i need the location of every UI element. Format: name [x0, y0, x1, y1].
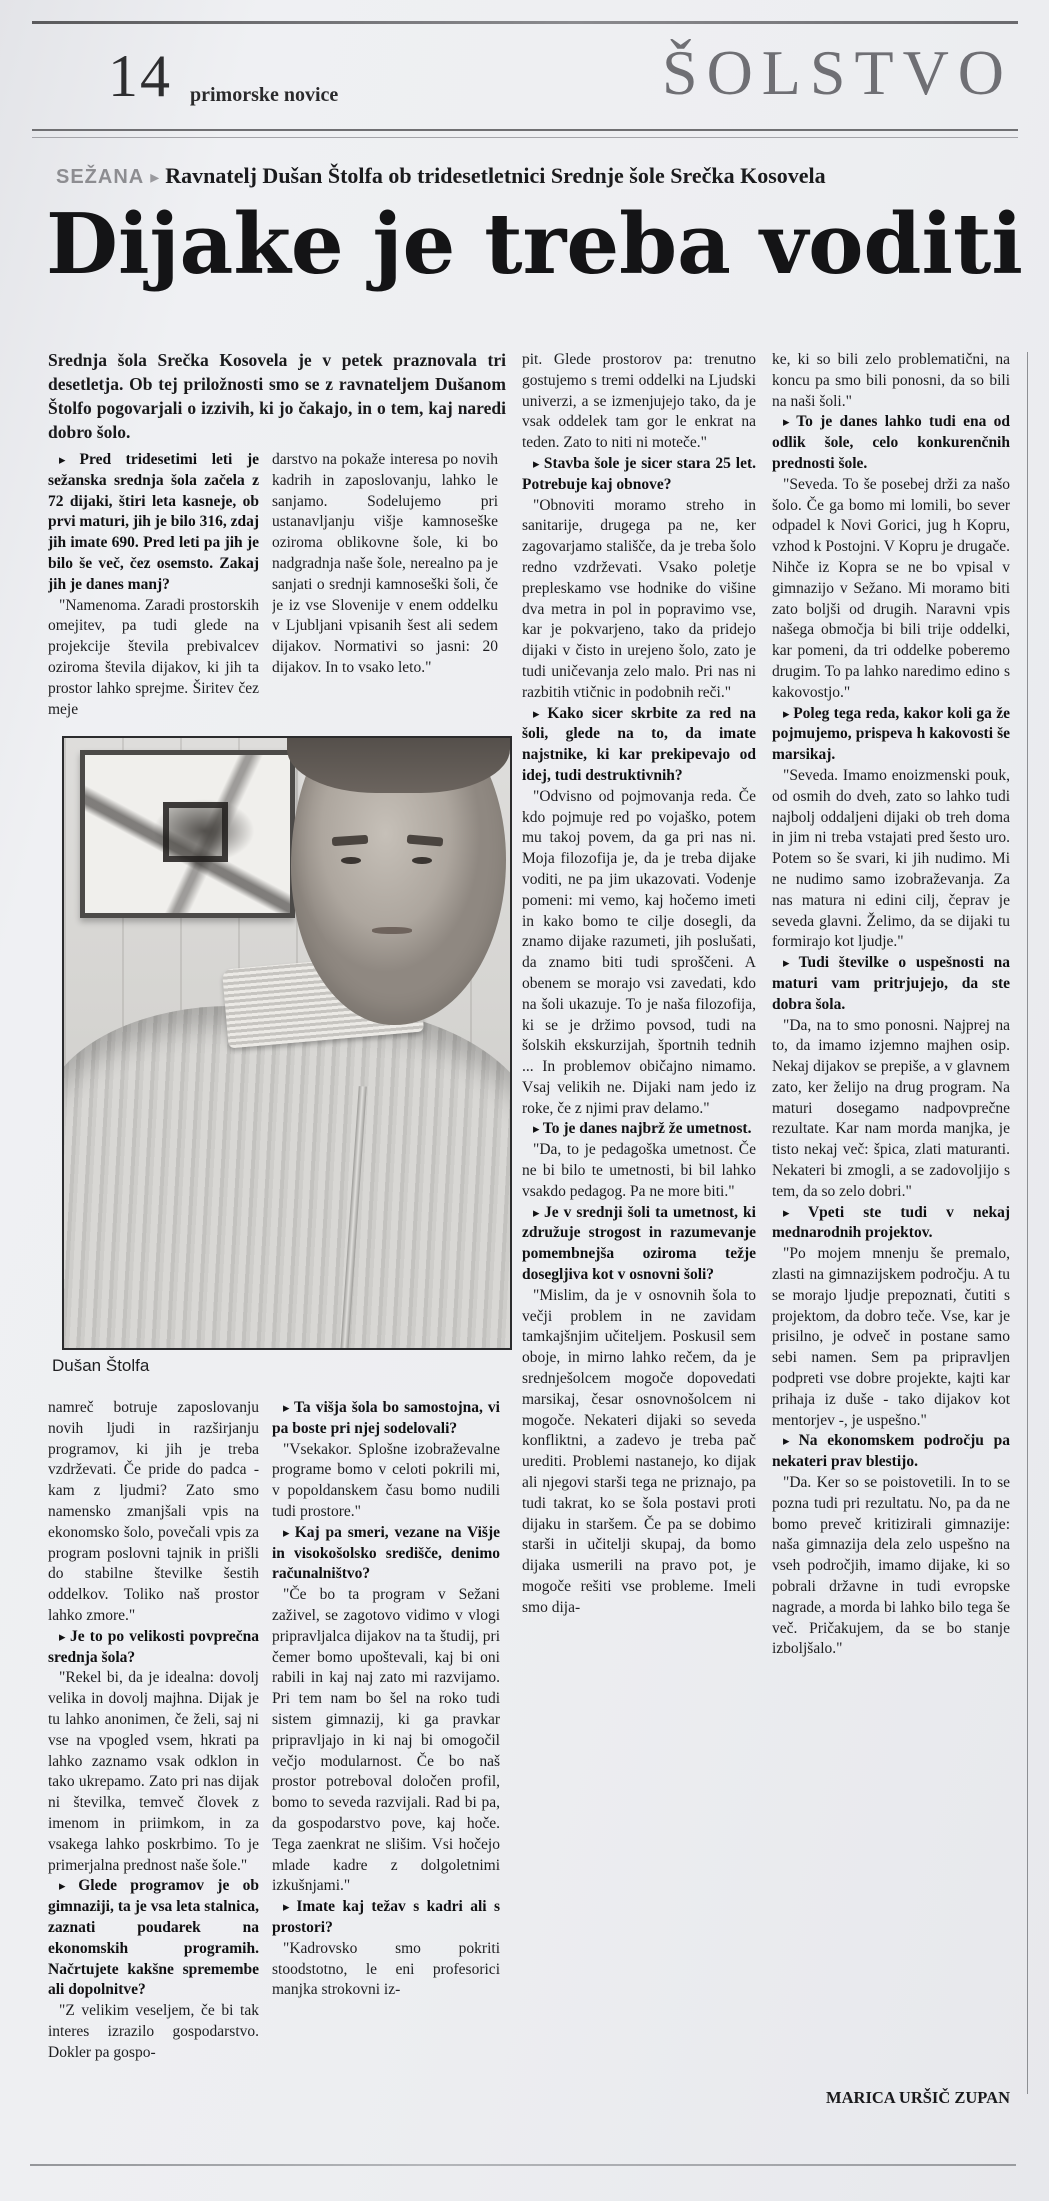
column-1-bottom — [48, 1398, 259, 2168]
column-3 — [522, 350, 756, 2140]
headline: Dijake je treba voditi — [46, 195, 1023, 293]
article-paragraph: "Namenoma. Zaradi prostorskih omejitev, pa tudi glede na projekcije števila prebivalcev oziroma števila dijakov, ki jih ta prostor lahko sprejme. Širitev čez meje — [48, 596, 259, 718]
lead-paragraph: Srednja šola Srečka Kosovela je v petek praznovala tri desetletja. Ob tej priložnosti smo se z ravnateljem Dušanom Štolfo pogovarjali o izzivih, ki jo čakajo, in o tem, kaj naredi dobro šolo. — [48, 350, 506, 442]
article-paragraph: "Vsekakor. Splošne izobraževalne programe bomo v celoti pokrili mi, v popoldanskem času bomo nudili tudi prostore." — [272, 1440, 500, 1520]
article-paragraph: "Rekel bi, da je idealna: dovolj velika in dovolj majhna. Dijak je tu lahko anonimen, če želi, saj ni vse na vpogled vsem, hkrati pa lahko zaznamo vsak odklon in tako ukrepamo. Zato pri nas dijak ni številka, temveč človek z imenom in priimkom, in za vsakega lahko poskrbimo. To je primerjalna prednost naše šole." — [48, 1669, 259, 1874]
photo-mouth — [372, 927, 412, 934]
article-paragraph: pit. Glede prostorov pa: trenutno gostujemo s tremi oddelki na Ljudski univerzi, a se izmenjujejo tako, da je vsak oddelek tam gor le enkrat na teden. Zato to niti ni moteče." — [522, 351, 756, 452]
masthead: primorske novice — [190, 84, 339, 106]
article-paragraph: ke, ki so bili zelo problematični, na koncu pa smo bili ponosni, da so bili na naši šoli." — [772, 351, 1010, 410]
column-2-bottom — [272, 1398, 500, 2170]
kicker-text: Ravnatelj Dušan Štolfa ob tridesetletnici Srednje šole Srečka Kosovela — [165, 163, 826, 188]
author-byline: MARICA URŠIČ ZUPAN — [826, 2088, 1010, 2107]
interview-question: ▸ Tudi številke o uspešnosti na maturi vam pritrjujejo, da ste dobra šola. — [772, 953, 1010, 1015]
interview-question: ▸ Poleg tega reda, kakor koli ga že pojmujemo, prispeva h kakovosti še marsikaj. — [772, 704, 1010, 766]
interview-question: ▸ Imate kaj težav s kadri ali s prostori? — [272, 1897, 500, 1939]
article-paragraph: "Odvisno od pojmovanja reda. Če kdo pojmuje red po vojaško, potem mu takoj povem, da ga pri nas ni. Moja filozofija je, da je treba dijake voditi, ne pa jim ukazovati. Vodenje pomeni: mi vemo, kaj hočemo imeti in kako bomo te cilje dosegli, da znamo dijake razumeti, jih poslušati, da znamo biti tudi sproščeni. A obenem se morajo vsi zavedati, kdo na šoli ukazuje. To je naša filozofija, ki se je držimo povsod, tudi na šolskih ekskurzijah, športnih tednih ... In problemov običajno nimamo. Vsaj velikih ne. Dijaki nam jedo iz roke, če z njimi prav delamo." — [522, 787, 756, 1117]
kicker — [56, 163, 826, 189]
interview-question: ▸ Pred tridesetimi leti je sežanska srednja šola začela z 72 dijaki, štiri leta kasneje, ob prvi maturi, jih je bilo 316, zdaj jih imate 690. Pred leti pa jih je bilo še več, čez osemsto. Zakaj jih je danes manj? — [48, 450, 259, 596]
interview-question: ▸ To je danes najbrž že umetnost. — [522, 1119, 756, 1140]
page-number: 14 — [108, 43, 172, 109]
column-2-top — [272, 450, 498, 734]
header-rule-mid — [32, 129, 1018, 138]
section-title: ŠOLSTVO — [661, 37, 1013, 108]
interview-question: ▸ Ta višja šola bo samostojna, vi pa boste pri njej sodelovali? — [272, 1398, 500, 1440]
column-separator — [1027, 352, 1028, 2094]
article-paragraph: "Seveda. To še posebej drži za našo šolo. Če ga bomo mi lomili, bo sever odpadel k Novi Gorici, jug h Kopru, vzhod k Postojni. V Kopru je drugače. Nihče iz Kopra se ne bo vpisal v gimnazijo v Sežano. Mi moramo biti zato boljši od drugih. Naravni vpis našega območja bi bili trije oddelki, kar pomeni, da tri oddelke poberemo drugim. To pa lahko naredimo edino s kakovostjo." — [772, 475, 1010, 701]
article-paragraph: "Mislim, da je v osnovnih šola to večji problem in ne zavidam tamkajšnjim učiteljem. Poskusil sem oboje, in mirno lahko rečem, da je srednješolcem mogoče dopovedati marsikaj, česar osnovnošolcem ni mogoče. Nekateri dijaki so seveda konfliktni, a zadevo je treba pač urediti. Problemi nastanejo, ko dijak ali njegovi starši tega ne priznajo, pa tudi takrat, ko se šola postavi proti dijaku in staršem. Če pa se dobimo starši in učitelji skupaj, da bomo dijaka usmerili na pravo pot, je mogoče rešiti vse probleme. Imeli smo dija- — [522, 1286, 756, 1616]
kicker-arrow-icon: ▸ — [150, 167, 160, 187]
column-4 — [772, 350, 1010, 2076]
interview-question: ▸ Stavba šole je sicer stara 25 let. Potrebuje kaj obnove? — [522, 454, 756, 496]
interview-question: ▸ Kaj pa smeri, vezane na Višje in visokošolsko središče, denimo računalništvo? — [272, 1523, 500, 1585]
article-paragraph: "Da, na to smo ponosni. Najprej na to, da imamo izjemno majhen osip. Nekaj dijakov se prepiše, a v glavnem zato, ker želijo na drug program. Na maturi dosegamo nadpovprečne rezultate. Kar nam morda manjka, je tisto nekaj več: špica, zlati maturanti. Nekateri bi zmogli, a se zadovoljijo s tem, da so zelo dobri." — [772, 1016, 1010, 1200]
interview-question: ▸ Na ekonomskem področju pa nekateri prav blestijo. — [772, 1431, 1010, 1473]
article-paragraph: "Da. Ker so se poistovetili. In to se pozna tudi pri rezultatu. No, pa da ne bomo preveč kritizirali gimnazije: naša gimnazija dela zelo uspešno na vseh področjih, imamo dijake, ki so pobrali državne in tudi evropske nagrade, a morda bi lahko bilo tega še več. Pričakujem, da se bo stanje izboljšalo." — [772, 1474, 1010, 1658]
article-paragraph: darstvo na pokaže interesa po novih kadrih in zaposlovanju, lahko le sanjamo. Sodelujemo pri ustanavljanju višje kamnoseške oziroma oblikovne šole, ki bo nadgradnja naše šole, nerealno pa je sanjati o srednji kamnoseški šoli, če je iz vse Slovenije v enem oddelku v Ljubljani vpisanih šest ali sedem dijakov. Normativi so jasni: 20 dijakov. In to vsako leto." — [272, 451, 498, 676]
column-1-top — [48, 450, 259, 734]
interview-question: ▸ Kako sicer skrbite za red na šoli, glede na to, da imate najstnike, ki kar prekipevajo od idej, tudi destruktivnih? — [522, 704, 756, 787]
interview-question: ▸ To je danes lahko tudi ena od odlik šole, celo konkurenčnih prednosti šole. — [772, 412, 1010, 474]
kicker-location: SEŽANA — [56, 166, 145, 188]
article-paragraph: "Če bo ta program v Sežani zaživel, se zagotovo vidimo v vlogi pripravljalca dijakov na ta študij, pri čemer bomo upoštevali, kaj bi oni rabili in kaj naj zato mi razvijamo. Pri tem nam bo šel na roko tudi sistem gimnazij, ki ga pravkar pripravljajo in ki naj bi omogočil večjo modularnost. Če bo naš prostor potreboval določen profil, bomo to seveda razvijali. Rad bi pa, da gospodarstvo pove, kaj hoče. Tega zaenkrat ne slišim. Vsi hočejo mlade kadre z dolgoletnimi izkušnjami." — [272, 1586, 500, 1895]
photo-sweater — [62, 1006, 512, 1350]
photo-eye — [341, 857, 361, 864]
header-rule-top — [32, 21, 1018, 24]
bottom-rule — [30, 2164, 1016, 2166]
portrait-photo — [62, 736, 512, 1350]
article-paragraph: "Z velikim veseljem, če bi tak interes izrazilo gospodarstvo. Dokler pa gospo- — [48, 2002, 259, 2061]
photo-caption: Dušan Štolfa — [52, 1356, 150, 1375]
interview-question: ▸ Vpeti ste tudi v nekaj mednarodnih projektov. — [772, 1203, 1010, 1245]
interview-question: ▸ Glede programov je ob gimnaziji, ta je vsa leta stalnica, zaznati poudarek na ekonomskih programih. Načrtujete kakšne spremembe ali dopolnitve? — [48, 1876, 259, 2001]
interview-question: ▸ Je v srednji šoli ta umetnost, ki združuje strogost in razumevanje pomembnejša oziroma težje dosegljiva kot v osnovni šoli? — [522, 1203, 756, 1286]
interview-question: ▸ Je to po velikosti povprečna srednja šola? — [48, 1627, 259, 1669]
article-paragraph: "Seveda. Imamo enoizmenski pouk, od osmih do dveh, zato so lahko tudi najbolj oddaljeni dijaki ob treh doma in jim ni treba vstajati pred šesto uro. Potem so še svari, ki jih nudimo. Mi ne nudimo samo izobraževanja. Za nas matura ni edini cilj, čeprav je seveda glavni. Želimo, da se dijaki tu formirajo kot ljudje." — [772, 766, 1010, 951]
photo-wall-picture-motif — [163, 802, 228, 861]
article-paragraph: "Obnoviti moramo streho in sanitarije, drugega pa ne, ker zagovarjamo stališče, da je treba šolo redno vzdrževati. Vsako poletje prepleskamo vse hodnike do višine dva metra in pol in popravimo vse, kar je pokvarjeno, tako da pridejo dijaki v čisto in urejeno šolo, zato je tudi uničevanja zelo malo. Pri nas ni razbitih vtičnic in podobnih reči." — [522, 496, 756, 701]
article-paragraph: "Kadrovsko smo pokriti stoodstotno, le eni profesorici manjka strokovni iz- — [272, 1939, 500, 1999]
article-paragraph: "Po mojem mnenju še premalo, zlasti na gimnazijskem področju. A tu se morajo ljudje prepoznati, čutiti s projektom, da dobro teče. Vse, kar je prisilno, je odveč in postane samo sebi namen. Sem pa pripravljen podpreti vse dobre projekte, kajti kar prihaja iz duše - tako dijakov kot mentorjev -, je uspešno." — [772, 1245, 1010, 1429]
article-paragraph: "Da, to je pedagoška umetnost. Če ne bi bilo te umetnosti, bi bil lahko vsakdo pedagog. Pa ne more biti." — [522, 1141, 756, 1200]
photo-wall-picture — [80, 750, 295, 918]
article-paragraph: namreč botruje zaposlovanju novih ljudi in razširjanju programov, ki jih je treba vzdrževati. Če pride do padca - kam z ljudmi? Zato smo namensko zmanjšali vpis na ekonomsko šolo, povečali vpis za program poslovni tajnik in prišli do stabilne številke šestih oddelkov. Toliko naš prostor lahko zmore." — [48, 1399, 259, 1624]
